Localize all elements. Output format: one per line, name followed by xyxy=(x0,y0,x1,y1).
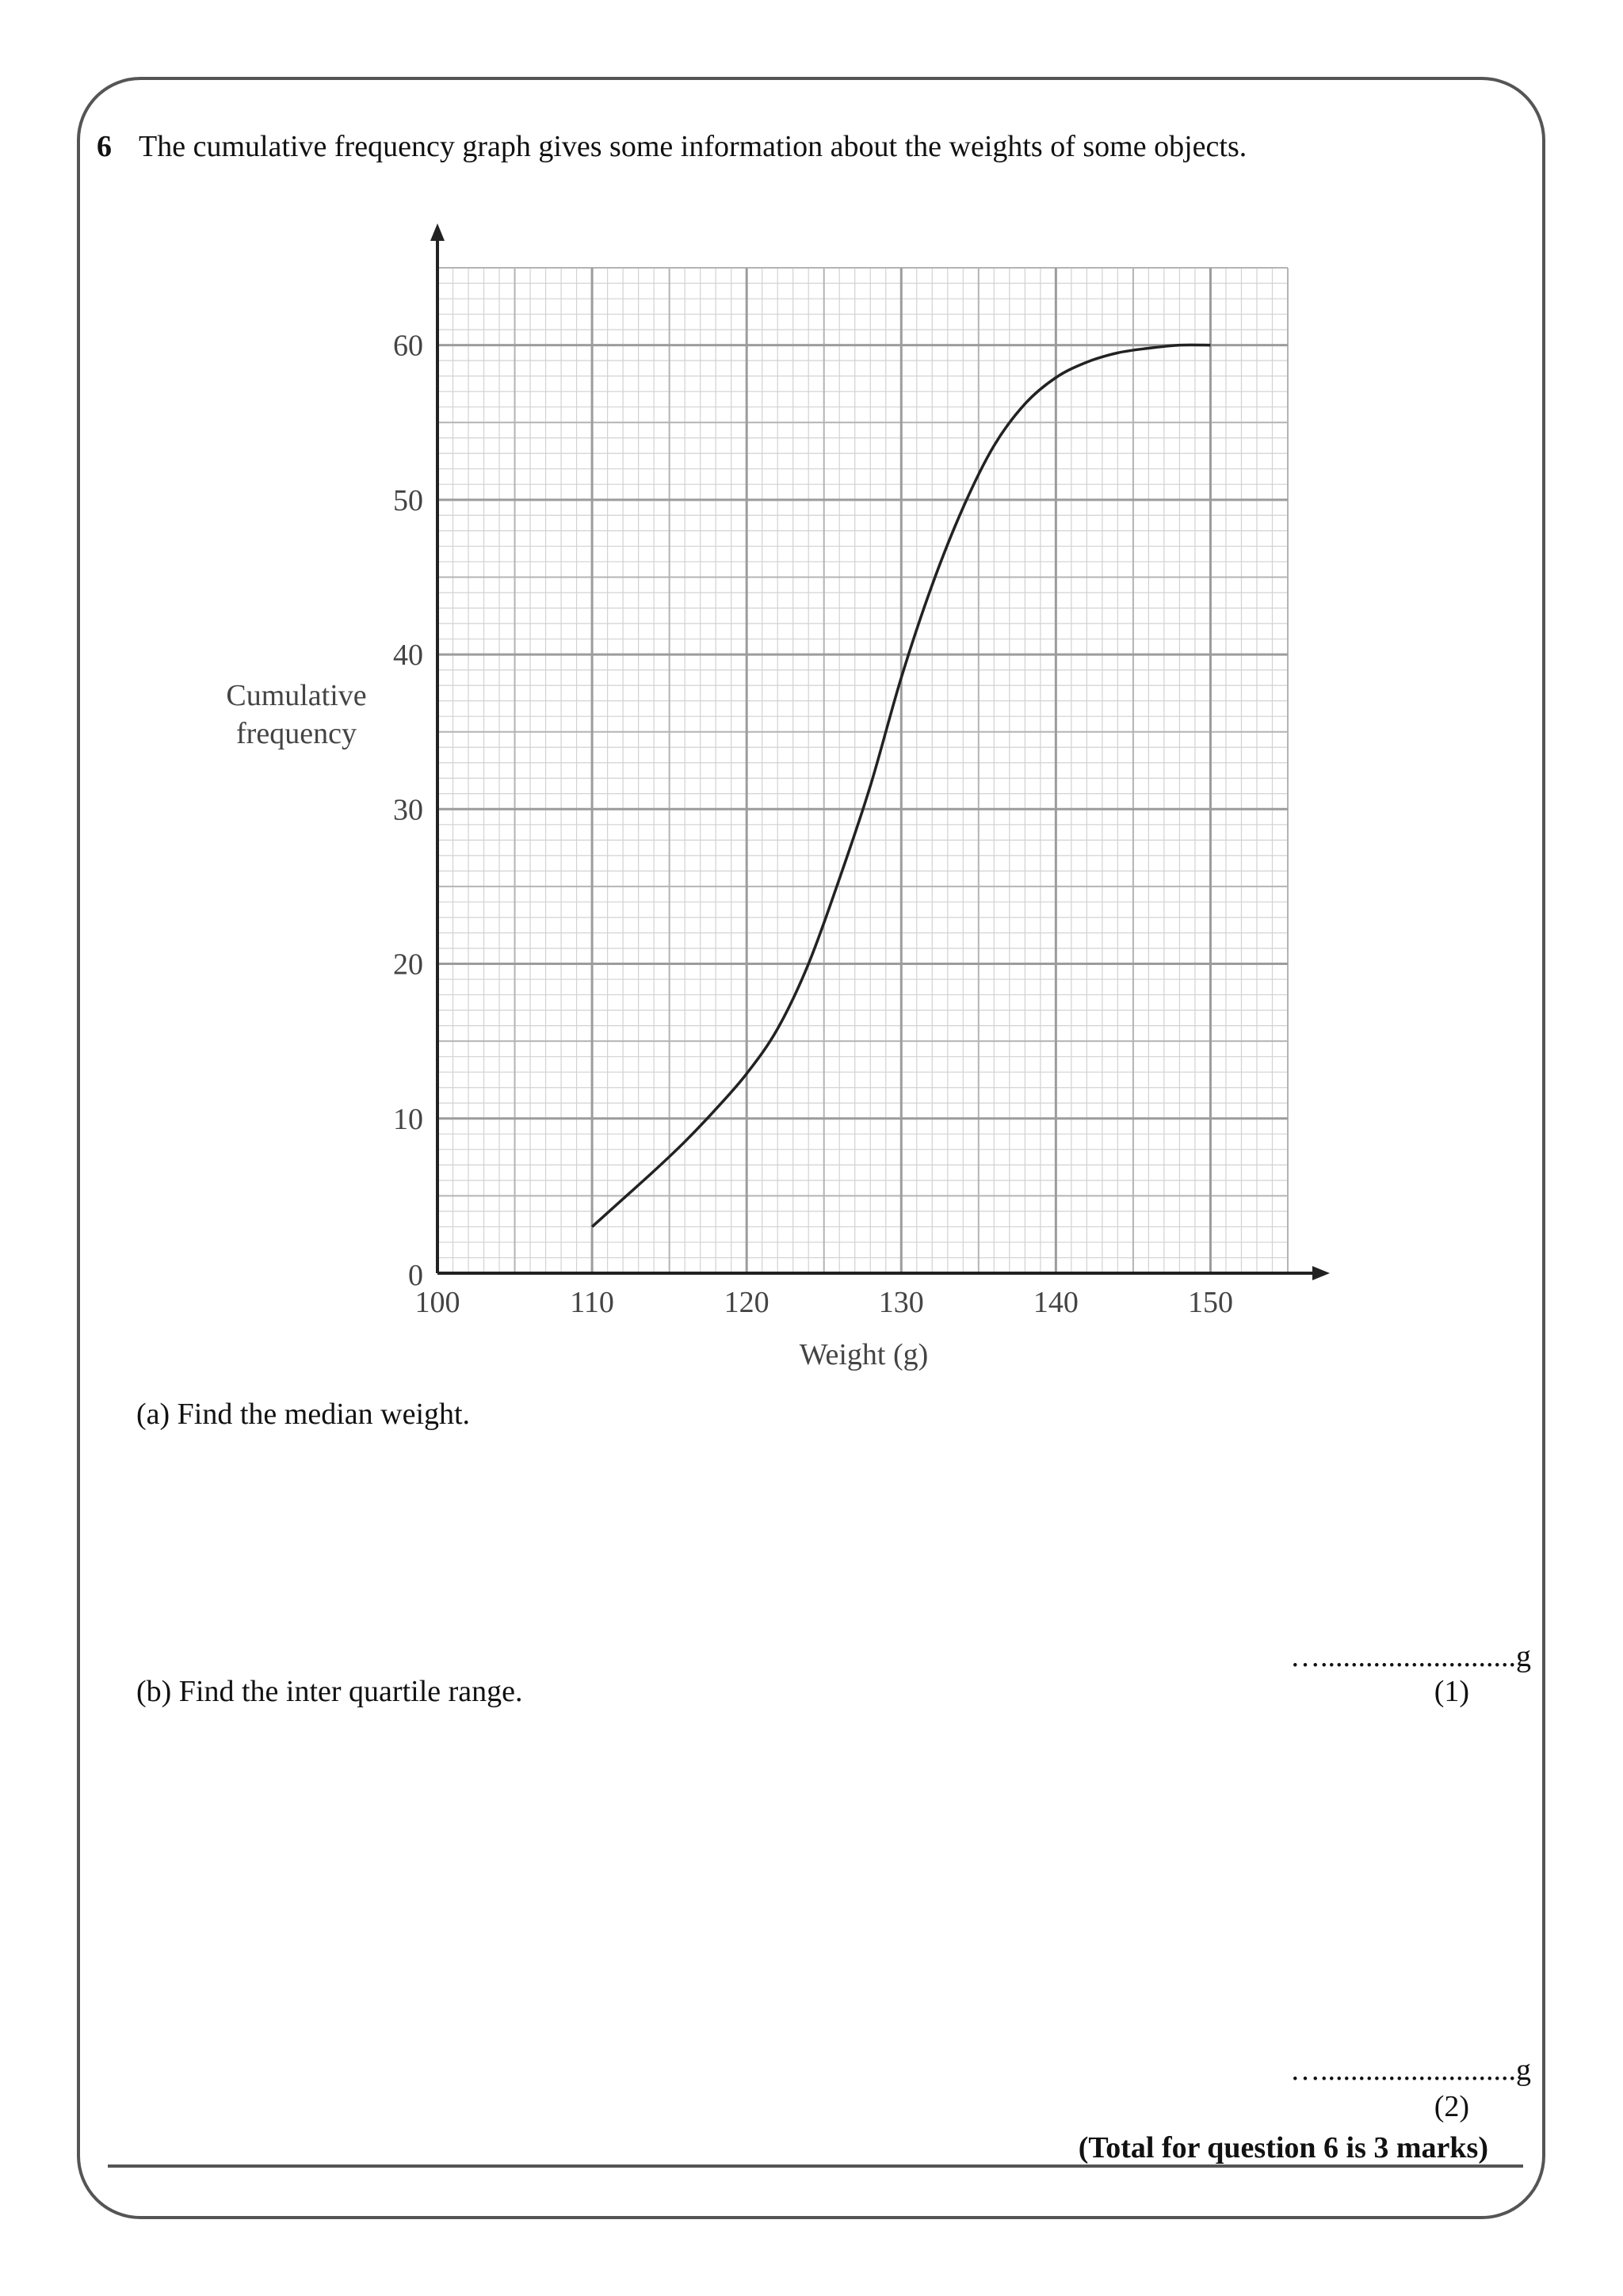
y-tick-label: 50 xyxy=(393,483,423,517)
part-b-answer-line[interactable]: …..........................g xyxy=(1290,2054,1531,2087)
x-tick-label: 110 xyxy=(570,1286,614,1319)
x-tick-label: 130 xyxy=(878,1286,924,1319)
y-tick-label: 40 xyxy=(393,639,423,673)
y-tick-labels xyxy=(393,330,423,1292)
x-tick-label: 100 xyxy=(414,1286,460,1319)
part-a-answer-line[interactable]: …..........................g xyxy=(1290,1640,1531,1673)
grid-mid-lines xyxy=(437,268,1288,1273)
part-a-question: (a) Find the median weight. xyxy=(136,1398,471,1431)
grid-minor-lines xyxy=(437,268,1288,1273)
y-tick-label: 0 xyxy=(408,1259,423,1292)
x-tick-label: 150 xyxy=(1187,1286,1233,1319)
x-axis-arrowhead xyxy=(1312,1266,1330,1280)
part-b-question: (b) Find the inter quartile range. xyxy=(136,1675,523,1708)
bottom-rule xyxy=(108,2164,1523,2168)
total-marks: (Total for question 6 is 3 marks) xyxy=(1078,2131,1488,2164)
x-axis-label: Weight (g) xyxy=(799,1338,929,1371)
x-tick-label: 120 xyxy=(724,1286,769,1319)
x-tick-labels xyxy=(415,1286,1233,1319)
question-text: The cumulative frequency graph gives some information about the weights of some objects. xyxy=(139,130,1247,163)
x-tick-label: 140 xyxy=(1033,1286,1079,1319)
part-a-marks: (1) xyxy=(1434,1675,1469,1708)
grid-major-lines xyxy=(437,268,1288,1273)
y-axis-arrowhead xyxy=(430,223,445,241)
y-tick-label: 10 xyxy=(393,1102,423,1136)
y-tick-label: 30 xyxy=(393,793,423,827)
y-axis-label: Cumulative frequency xyxy=(226,679,367,750)
question-number: 6 xyxy=(97,130,112,163)
y-tick-label: 60 xyxy=(393,329,423,363)
y-tick-label: 20 xyxy=(393,948,423,982)
part-b-marks: (2) xyxy=(1434,2090,1469,2123)
